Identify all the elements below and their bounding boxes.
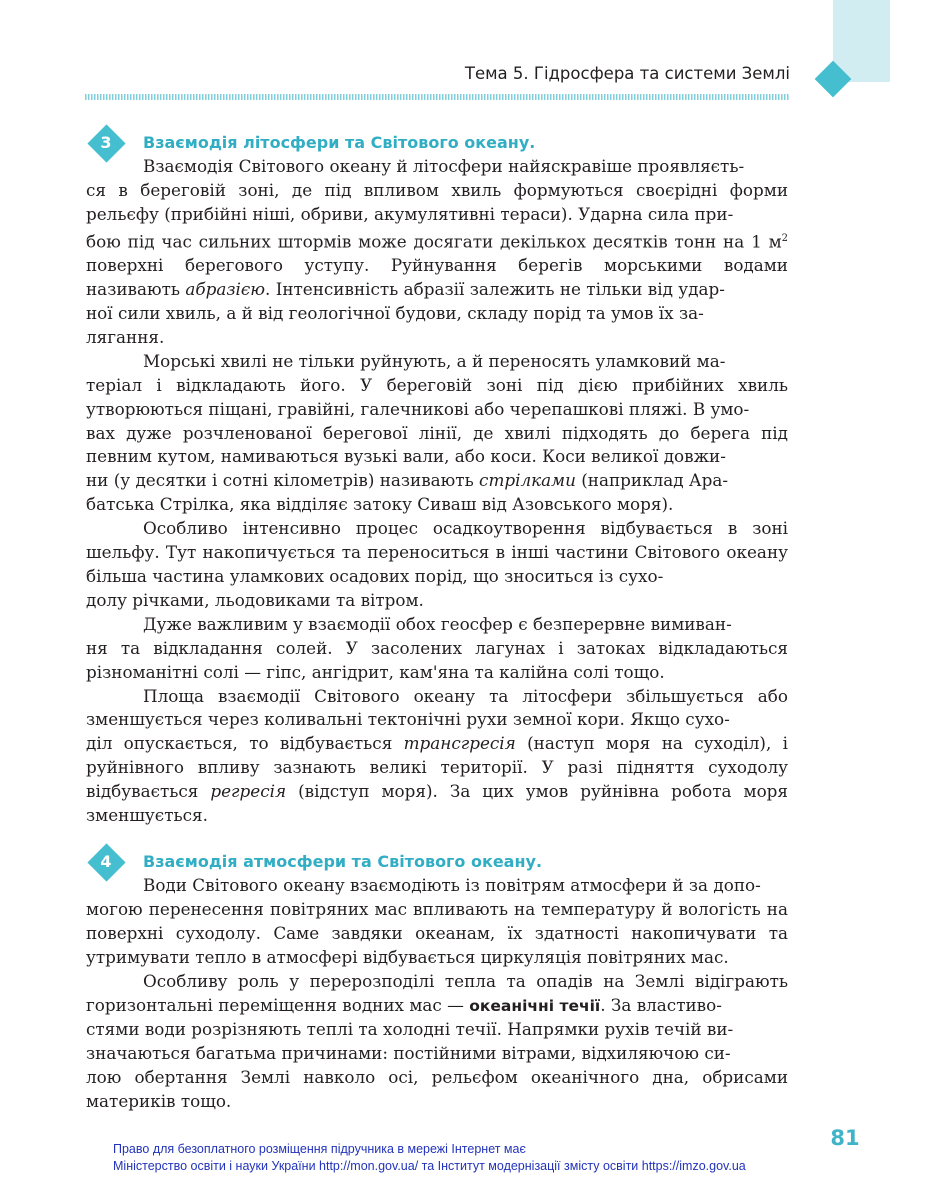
section-4-heading: Взаємодія атмосфери та Світового океану. bbox=[143, 852, 543, 871]
paragraph: Площа взаємодії Світового океану та літосфери збільшується або зменшується через коливальні тектонічні рухи земної кори. Якщо сухо- діл опускається, то відбувається трансгресія (наступ моря на суходіл), і руйнівного впливу зазнають великі території. У разі підняття суходолу відбувається регресія (відступ моря). За цих умов руйнівна робота моря зменшується. bbox=[86, 685, 789, 826]
header-dotted-rule bbox=[85, 94, 790, 100]
section-4-body bbox=[86, 874, 788, 1114]
footer-line-1: Право для безоплатного розміщення підручника в мережі Інтернет має bbox=[113, 1142, 526, 1156]
paragraph: Дуже важливим у взаємодії обох геосфер є безперервне вимиван- ня та відкладання солей. У засолених лагунах і затоках відкладаються різноманітні солі — гіпс, ангідрит, кам'яна та калійна солі тощо. bbox=[86, 613, 788, 682]
paragraph: Води Світового океану взаємодіють із повітрям атмосфери й за допо- могою перенесення повітряних мас впливають на температуру й вологість на поверхні суходолу. Саме завдяки океанам, їх здатності накопичувати та утримувати тепло в атмосфері відбувається циркуляція повітряних мас. bbox=[86, 875, 788, 967]
section-4-number: 4 bbox=[100, 852, 112, 871]
paragraph: Взаємодія Світового океану й літосфери найяскравіше проявляєть- ся в береговій зоні, де під впливом хвиль формуються своєрідні форми рельєфу (прибійні ніші, обриви, акумулятивні тераси). Ударна сила при- бою під час сильних штормів може досягати декількох десятків тонн на 1 $м^2$ поверхні берегового уступу. Руйнування берегів морськими водами називають абразією. Інтенсивність абразії залежить не тільки від удар- ної сили хвиль, а й від геологічної будови, складу порід та умов їх за- лягання. bbox=[86, 156, 788, 347]
page-number: 81 bbox=[830, 1126, 860, 1150]
section-3-body bbox=[86, 155, 788, 828]
paragraph: Морські хвилі не тільки руйнують, а й переносять уламковий ма- теріал і відкладають його. У береговій зоні під дією прибійних хвиль утворюються піщані, гравійні, галечникові або черепашкові пляжі. В умо- вах дуже розчленованої берегової лінії, де хвилі підходять до берега під певним кутом, намиваються вузькі вали, або коси. Коси великої довжи- ни (у десятки і сотні кілометрів) називають стрілками (наприклад Ара- батська Стрілка, яка відділяє затоку Сиваш від Азовського моря). bbox=[86, 350, 788, 515]
copyright-footer bbox=[113, 1141, 833, 1175]
section-3-number: 3 bbox=[100, 133, 112, 152]
footer-line-2[interactable]: Міністерство освіти і науки України http://mon.gov.ua/ та Інститут модернізації змісту освіти https://imzo.gov.ua bbox=[113, 1159, 746, 1173]
paragraph: Особливо інтенсивно процес осадкоутворення відбувається в зоні шельфу. Тут накопичується та переноситься в інші частини Світового океану більша частина уламкових осадових порід, що зноситься із сухо- долу річками, льодовиками та вітром. bbox=[86, 518, 788, 610]
section-3-heading: Взаємодія літосфери та Світового океану. bbox=[143, 133, 536, 152]
running-header-title: Тема 5. Гідросфера та системи Землі bbox=[464, 64, 790, 83]
paragraph: Особливу роль у перерозподілі тепла та опадів на Землі відіграють горизонтальні переміщення водних мас — океанічні течії. За властиво- стями води розрізняють теплі та холодні течії. Напрямки рухів течій ви- значаються багатьма причинами: постійними вітрами, відхиляючою си- лою обертання Землі навколо осі, рельєфом океанічного дна, обрисами материків тощо. bbox=[86, 970, 788, 1112]
